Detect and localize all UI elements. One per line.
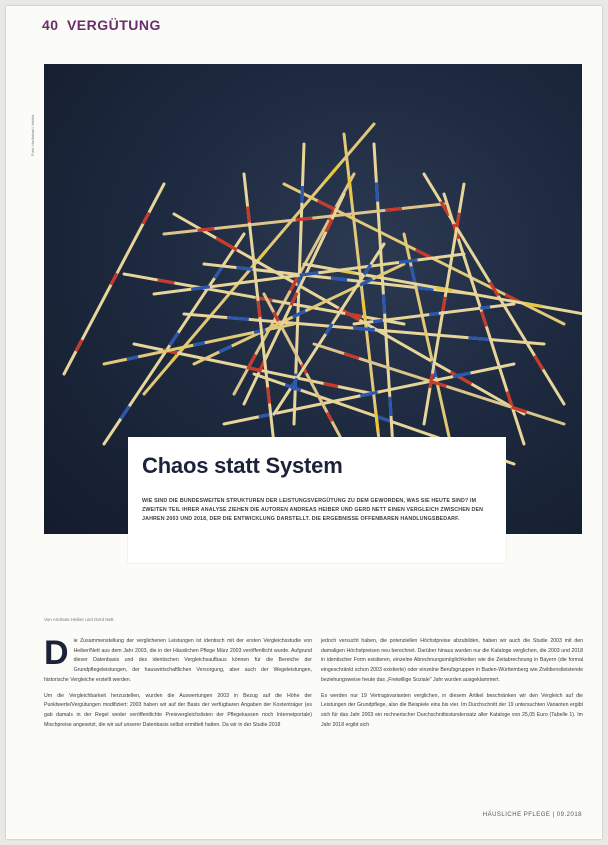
stick-color-band [248,206,250,222]
stick-color-band [143,213,149,224]
body-paragraph: Es werden nur 19 Vertragsvarianten verglichen, in diesem Artikel beschränken wir den Vergleich auf die Leistungen der Grundpflege, also die Beispiele eins bis vier. Im Durchschnitt der 19 untersuchten Varianten ergibt sich für das Jahr 2003 ein rechnerischer Durchschnittsstundensatz aller Kataloge von 25,05 Euro (Tabelle 1). Im Jahr 2018 ergibt sich [321,692,583,728]
magazine-page [6,6,602,839]
article-lead: WIE SIND DIE BUNDESWEITEN STRUKTUREN DER LEISTUNGSVERGÜTUNG ZU DEM GEWORDEN, WAS SIE HEUTE SIND? IM ZWEITEN TEIL IHRER ANALYSE ZIEHEN DIE AUTOREN ANDREAS HEIBER UND GERD NETT EINEN VERGLEICH ZWISCHEN DEN JAHREN 2003 UND 2018, DER DIE ENTWICKLUNG DARSTELLT. DIE ERGEBNISSE OFFENBAREN HANDLUNGSBEDARF. [142,498,484,523]
drop-cap: D [44,634,69,672]
stick-color-band [216,238,237,250]
stick-color-band [300,273,319,275]
stick-color-band [227,318,249,320]
stick-color-band [345,314,362,317]
stick-color-band [158,280,175,283]
stick-color-band [324,384,338,387]
page-footer: HÄUSLICHE PFLEGE | 09.2018 [482,812,582,818]
stick-color-band [76,340,82,351]
stick-color-band [121,406,129,419]
stick-color-band [327,413,332,422]
stick-color-band [296,218,313,220]
body-paragraph: Um die Vergleichbarkeit herzustellen, wurden die Auswertungen 2003 in Bezug auf die Höhe der Punktwerte/Vergütungen modifiziert: 2003 haben wir auf der Basis der verfügbaren Angaben der Kostenträger (es gab damals in der Regel weder veröffentlichte Preisvergleichslisten der Pflegekassen noch Internetportale) Mischpreise angesetzt, die wir auf unserer Datenbasis selbst ermittelt hatten. Da wir in der Studie 2018 [44,692,312,728]
stick-color-band [193,343,204,345]
stick-color-band [326,165,340,181]
body-paragraph-text: ie Zusammenstellung der verglichenen Leistungen ist identisch mit der ersten Vergleichsstudie von Heiber/Nett aus dem Jahr 2003, die in der Häuslichen Pflege März 2003 veröffentlicht wurde. Aufgrund dieser Datenbasis und des identischen Vergleichsaufbaus können für die Bereiche der Grundpflegeleistungen, der hauswirtschaftlichen Versorgung, aber auch der Wegeleistungen, historische Vergleiche erstellt werden. [44,638,312,683]
stick-color-band [411,266,415,282]
body-column-right [321,637,583,736]
stick-color-band [127,357,138,359]
stick-color-band [111,273,117,284]
article-authors: Von Andreas Heiber und Gerd Nett [44,617,114,622]
stick-color-band [376,416,392,421]
title-box [128,437,506,563]
article-title: Chaos statt System [142,453,343,478]
stick-color-band [219,346,232,352]
stick-color-band [443,297,445,311]
body-paragraph: jedoch versucht haben, die potenziellen Höchstpreise abzubilden, haben wir auch die Studie 2003 mit den damaligen Höchstpreisen neu berechnet. Darüber hinaus wurden nur die Kataloge verglichen, die 2003 und 2018 in identischer Form existieren, einzelne Abrechnungsmöglichkeiten wie die Zeitabrechnung in Bayern (die formal eingeschränkt schon 2003 existierte) oder einzelne Berufsgruppen in Baden-Württemberg wie Zivildienstleistende beziehungsweise heute das „Freiwillige Soziale" Jahr wurden ausgeklammert. [321,638,583,683]
stick-color-band [331,278,347,280]
stick-color-band [258,301,260,317]
stick-color-band [236,268,252,270]
stick-color-band [373,320,383,321]
stick-color-band [376,411,378,432]
page-header [42,17,161,33]
stick-color-band [482,312,487,327]
stick-color-band [429,313,439,314]
body-paragraph [44,634,312,686]
stick-color-band [399,260,418,262]
stick-color-band [268,387,270,403]
stick-color-band [376,182,377,201]
photo-credit: Foto: Hadiahari / fotolia [30,114,35,156]
stick-color-band [248,354,255,367]
section-label: VERGÜTUNG [66,17,161,33]
stick-color-band [353,328,375,330]
body-column-left [44,634,312,736]
stick-color-band [430,374,432,388]
stick-color-band [480,307,490,308]
stick-color-band [390,397,391,416]
stick-color-band [383,294,384,313]
stick-color-band [302,186,303,203]
stick-color-band [468,338,490,340]
stick-color-band [457,213,459,227]
page-number: 40 [42,17,59,33]
stick-color-band [385,209,402,211]
stick-color-band [344,354,359,359]
stick-color-band [198,229,215,231]
stick-color-band [318,201,335,209]
stick-color-band [170,333,178,346]
stick-color-band [535,356,543,370]
